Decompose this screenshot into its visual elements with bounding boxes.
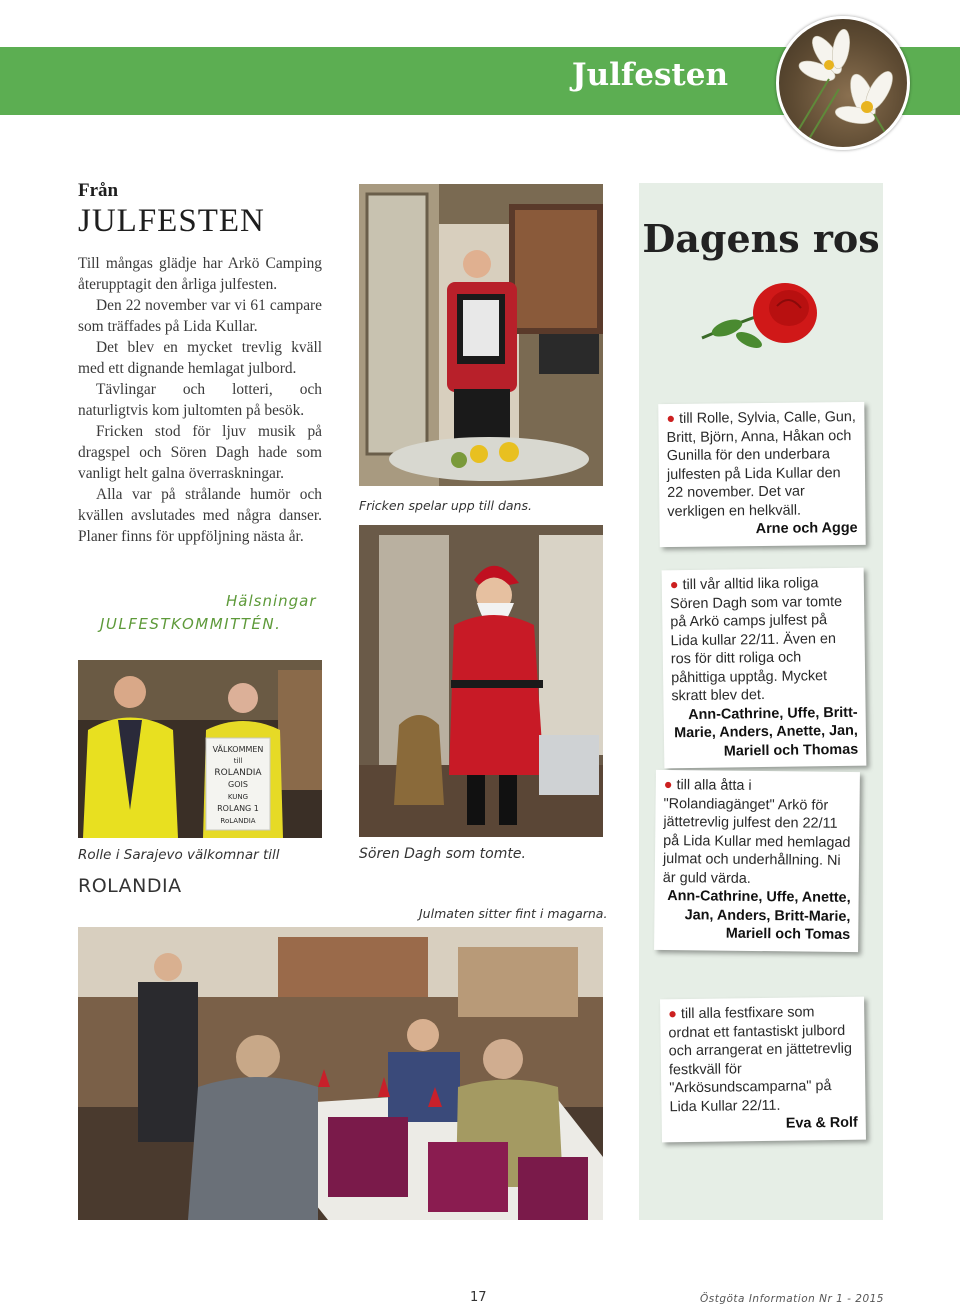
- sign-line: till: [233, 757, 243, 765]
- clipping-text: till vår alltid lika roliga Sören Dagh som var tomte på Arkö camps julfest på Lida kullar 22/11. Även en ros för ditt roliga och påhittiga upptåg. Mycket skratt blev det.: [669, 575, 843, 705]
- article-paragraph: Den 22 november var vi 61 campare som träffades på Lida Kullar.: [78, 297, 322, 335]
- article-paragraph: Tävlingar och lotteri, och naturligtvis kom jultomten på besök.: [78, 381, 322, 419]
- dinner-photo: [78, 927, 603, 1220]
- crocus-photo: [776, 16, 910, 150]
- clipping-text: till alla festfixare som ordnat ett fantastiskt julbord och arrangerat en jättetrevlig festkväll för "Arkösundscamparna" på Lida Kullar 22/11.: [668, 1004, 853, 1115]
- article-kicker: Från: [78, 180, 119, 201]
- santa-photo: [359, 525, 603, 837]
- caption-rolle: Rolle i Sarajevo välkomnar till: [78, 847, 280, 863]
- rose-clipping: [658, 402, 865, 547]
- clipping-signature: Eva & Rolf: [785, 1114, 858, 1132]
- caption-accordion: Fricken spelar upp till dans.: [359, 498, 532, 513]
- clipping-signature: Ann-Cathrine, Uffe, Anette, Jan, Anders, Britt-Marie, Mariell och Tomas: [667, 888, 851, 943]
- accordion-photo: [359, 184, 603, 486]
- sign-line: RoLANDIA: [220, 817, 256, 825]
- dagens-ros-title: Dagens ros: [642, 216, 880, 261]
- article-paragraph: Det blev en mycket trevlig kväll med ett dignande hemlagat julbord.: [78, 339, 322, 377]
- rose-clipping: [662, 568, 867, 769]
- article-paragraph: Fricken stod för ljuv musik på dragspel och Sören Dagh hade som vanligt helt galna överraskningar.: [78, 423, 322, 482]
- section-title: Julfesten: [571, 57, 728, 93]
- rolle-photo: [78, 660, 322, 838]
- publication-name: Östgöta Information Nr 1 - 2015: [699, 1293, 884, 1305]
- rose-clipping: [654, 770, 860, 952]
- clipping-text: till alla åtta i "Rolandiagänget" Arkö för jättetrevlig julfest den 22/11 på Lida Kullar med hemlagad julmat och underhållning. Ni är guld värda.: [662, 777, 851, 887]
- sign-line: KUNG: [227, 793, 249, 801]
- bullet-icon: ●: [668, 1006, 678, 1023]
- clipping-text: till Rolle, Sylvia, Calle, Gun, Britt, Björn, Anna, Håkan och Gunilla för den underbara julfesten på Lida Kullar den 22 november. Det var verkligen en helkväll.: [666, 409, 856, 520]
- caption-dinner: Julmaten sitter fint i magarna.: [419, 906, 608, 921]
- bullet-icon: ●: [669, 577, 679, 594]
- bullet-icon: ●: [663, 777, 673, 794]
- greeting: Hälsningar: [226, 592, 317, 610]
- rose-icon: [697, 278, 827, 363]
- caption-santa: Sören Dagh som tomte.: [359, 846, 526, 862]
- caption-rolandia: ROLANDIA: [78, 875, 182, 897]
- article-headline: JULFESTEN: [78, 203, 265, 239]
- sign-line: VÄLKOMMEN: [212, 745, 264, 754]
- article-paragraph: Till mångas glädje har Arkö Camping återupptagit den årliga julfesten.: [78, 255, 322, 293]
- sign-line: GOIS: [228, 780, 248, 789]
- sign-line: ROLANG 1: [217, 804, 259, 813]
- rose-clipping: [660, 997, 866, 1142]
- bullet-icon: ●: [666, 410, 676, 427]
- signature: JULFESTKOMMITTÉN.: [100, 615, 282, 633]
- article-paragraph: Alla var på strålande humör och kvällen avslutades med några danser. Planer finns för uppföljning nästa år.: [78, 486, 322, 545]
- clipping-signature: Arne och Agge: [755, 520, 858, 538]
- clipping-signature: Ann-Cathrine, Uffe, Britt-Marie, Anders, Anette, Jan, Mariell och Thomas: [674, 704, 859, 760]
- sign-line: ROLANDIA: [214, 768, 262, 778]
- dagens-ros-panel: [639, 183, 883, 1220]
- article-body: [78, 253, 322, 547]
- page-number: 17: [470, 1290, 487, 1305]
